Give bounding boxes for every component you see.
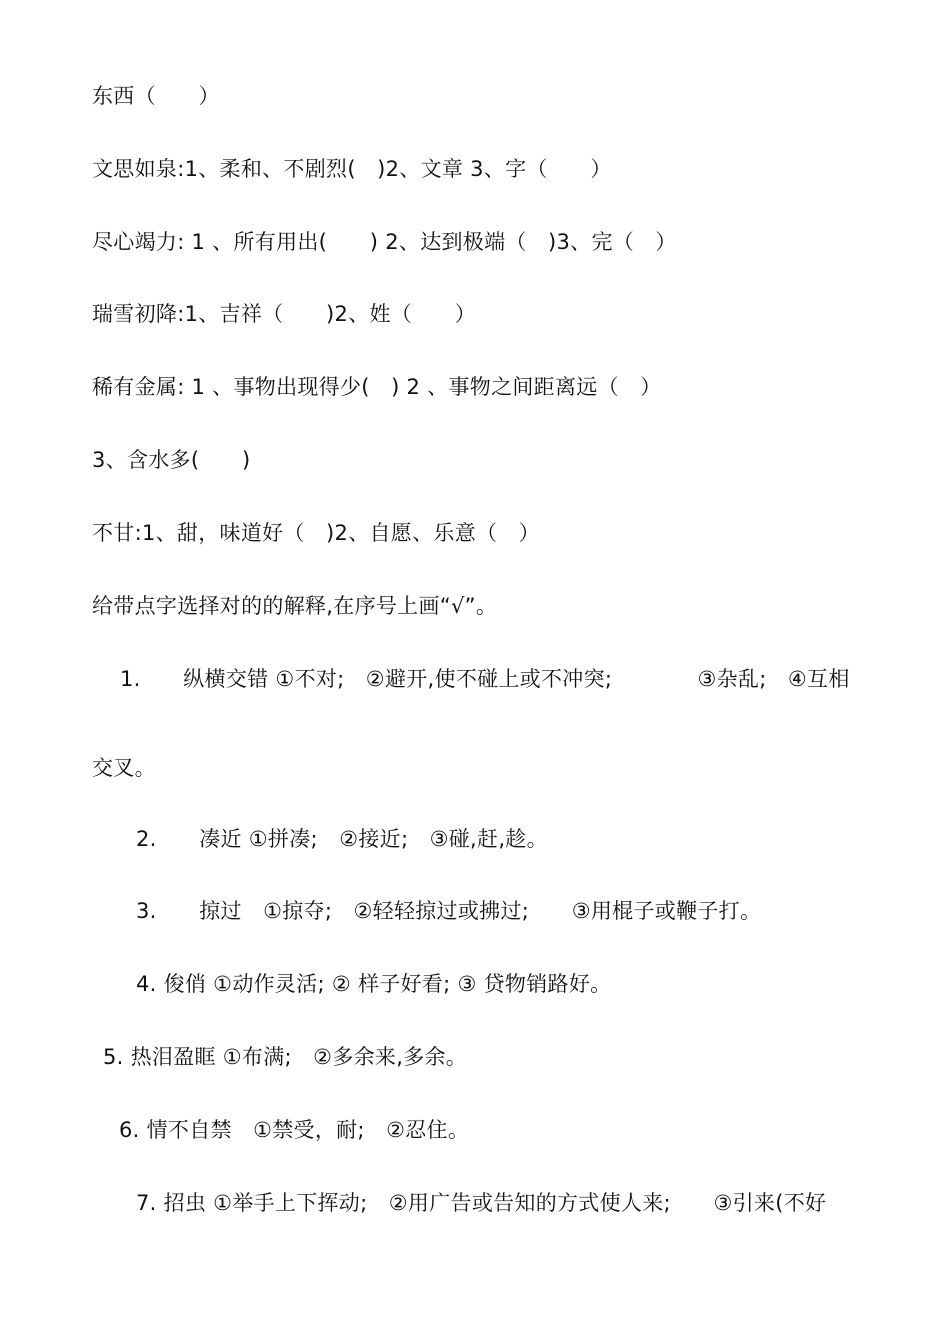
text-line-2: 文思如泉:1、柔和、不剧烈( )2、文章 3、字（ ）	[92, 157, 612, 181]
text-line-1: 东西（ ）	[92, 84, 220, 108]
text-line-16: 7. 招虫 ①举手上下挥动; ②用广告或告知的方式使人来; ③引来(不好	[136, 1191, 827, 1215]
text-line-13: 4. 俊俏 ①动作灵活; ② 样子好看; ③ 贷物销路好。	[136, 972, 612, 996]
text-line-15: 6. 情不自禁 ①禁受，耐; ②忍住。	[119, 1118, 470, 1142]
text-line-14: 5. 热泪盈眶 ①布满; ②多余来,多余。	[103, 1045, 468, 1069]
text-line-4: 瑞雪初降:1、吉祥（ )2、姓（ ）	[92, 302, 476, 326]
text-line-8: 给带点字选择对的的解释,在序号上画“√”。	[92, 594, 498, 618]
text-line-5: 稀有金属: 1 、事物出现得少( ) 2 、事物之间距离远（ ）	[92, 375, 662, 399]
text-line-3: 尽心竭力: 1 、所有用出( ) 2、达到极端（ )3、完（ ）	[92, 230, 677, 254]
text-line-9: 1. 纵横交错 ①不对; ②避开,使不碰上或不冲突; ③杂乱; ④互相	[120, 667, 850, 691]
text-line-6: 3、含水多( )	[92, 448, 251, 472]
text-line-11: 2. 凑近 ①拼凑; ②接近; ③碰,赶,趁。	[136, 827, 548, 851]
text-line-10: 交叉。	[92, 756, 156, 780]
text-line-12: 3. 掠过 ①掠夺; ②轻轻掠过或拂过; ③用棍子或鞭子打。	[136, 899, 762, 923]
text-line-7: 不甘:1、甜，味道好（ )2、自愿、乐意（ ）	[92, 521, 540, 545]
